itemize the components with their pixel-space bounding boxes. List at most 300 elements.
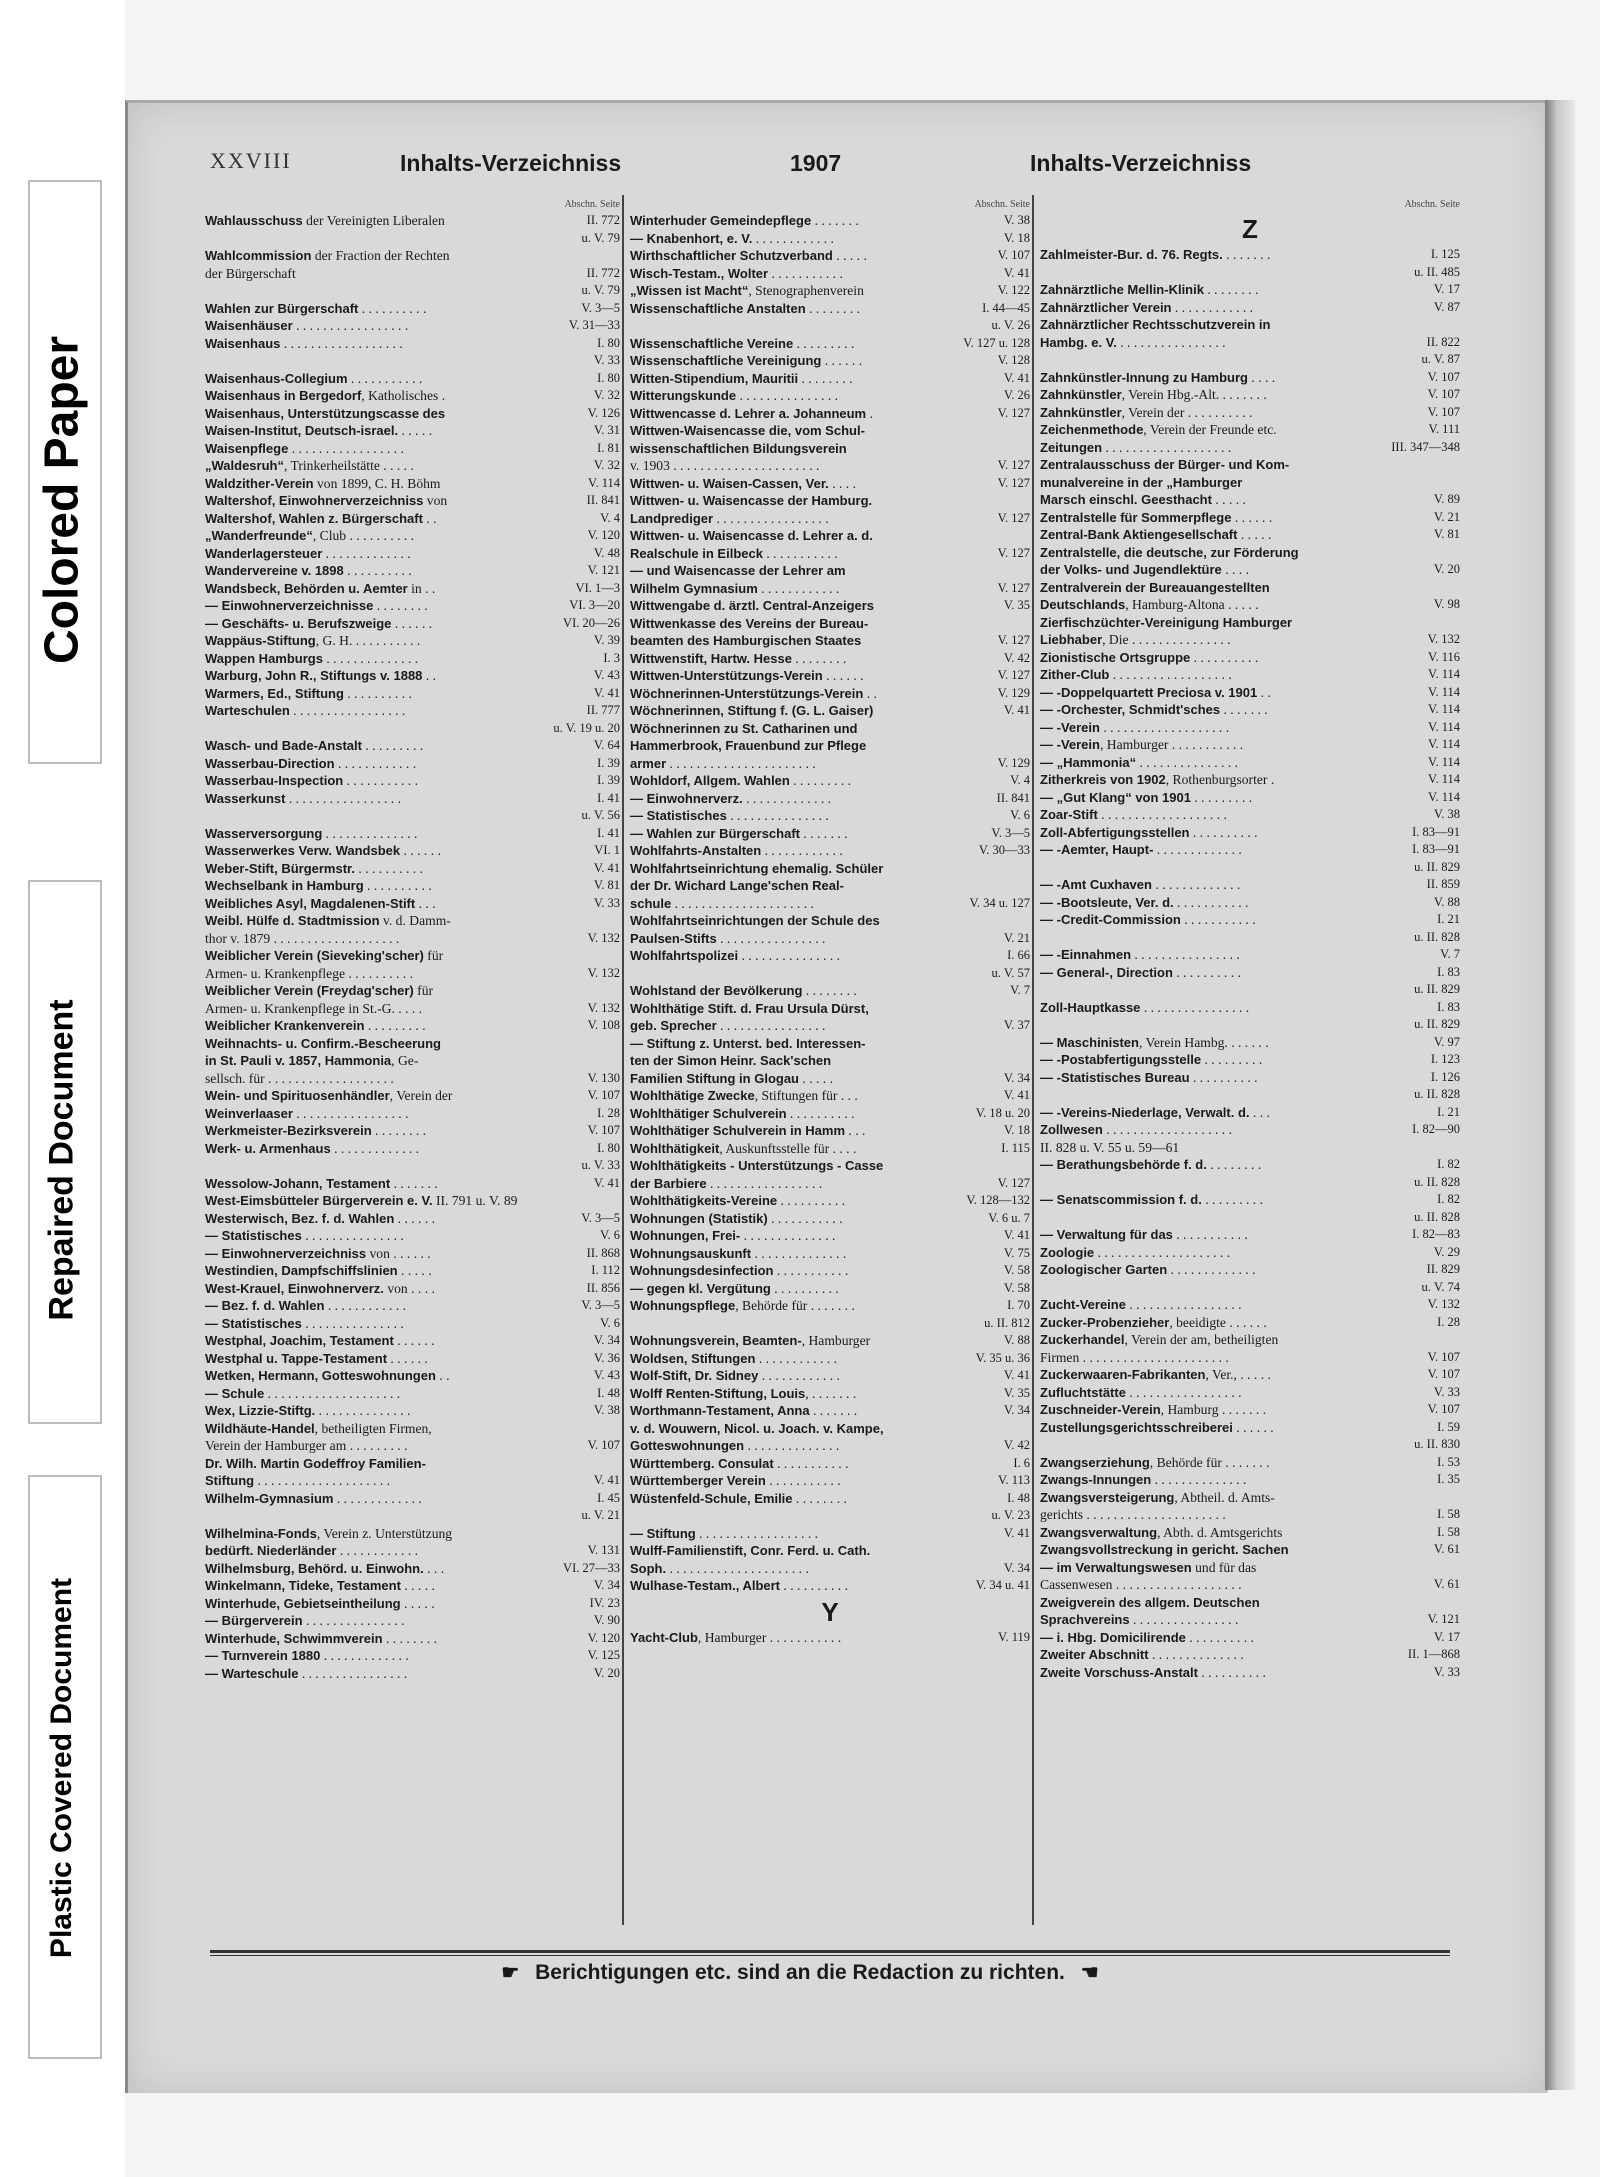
- entry-reference: u. V. 23: [991, 1508, 1030, 1522]
- entry-title: Zentralausschuss der Bürger- und Kom-: [1040, 457, 1290, 472]
- entry-title: Werkmeister-Bezirksverein . . . . . . . .: [205, 1123, 427, 1138]
- entry-reference: V. 41: [593, 685, 620, 700]
- entry-title: Zoologie . . . . . . . . . . . . . . . . . . . .: [1040, 1244, 1231, 1260]
- entry-reference: V. 31—33: [568, 318, 620, 332]
- index-entry: [1040, 474, 1460, 492]
- entry-title: Wohldorf, Allgem. Wahlen . . . . . . . . .: [630, 773, 852, 788]
- entry-title: Wohlthätigkeits - Unterstützungs - Casse: [630, 1158, 884, 1173]
- entry-title: Worthmann-Testament, Anna . . . . . . .: [630, 1403, 858, 1418]
- index-entry: [630, 912, 1030, 930]
- entry-title: Wisch-Testam., Wolter . . . . . . . . . . .: [630, 265, 843, 281]
- index-entry: [630, 685, 1030, 703]
- entry-reference: V. 39: [593, 633, 620, 647]
- entry-title: — und Waisencasse der Lehrer am: [630, 563, 846, 578]
- index-entry: [1040, 1051, 1460, 1069]
- entry-title: Waisenhaus in Bergedorf, Katholisches .: [205, 388, 446, 403]
- entry-title: ten der Simon Heinr. Sack'schen: [630, 1053, 832, 1068]
- entry-reference: V. 114: [1428, 772, 1460, 786]
- entry-reference: V. 89: [1433, 492, 1460, 506]
- index-entry: [205, 1280, 620, 1298]
- index-entry: [630, 457, 1030, 475]
- entry-reference: V. 41: [1003, 1368, 1030, 1382]
- entry-reference: V. 129: [997, 755, 1030, 770]
- entry-title: Wohlthätigkeits-Vereine . . . . . . . . . .: [630, 1193, 846, 1208]
- entry-title: Wissenschaftliche Vereine . . . . . . . . .: [630, 335, 855, 351]
- entry-title: Wulff-Familienstift, Conr. Ferd. u. Cath.: [630, 1543, 871, 1558]
- entry-title: Realschule in Eilbeck . . . . . . . . . . .: [630, 545, 838, 561]
- index-entry: [630, 1542, 1030, 1560]
- entry-title: — Statistisches . . . . . . . . . . . . . . .: [630, 808, 829, 823]
- entry-title: Zahnärztlicher Verein . . . . . . . . . . . .: [1040, 299, 1254, 315]
- entry-reference: V. 127: [997, 475, 1030, 490]
- entry-title: — Warteschule . . . . . . . . . . . . . . . .: [205, 1665, 408, 1681]
- index-entry: [630, 1525, 1030, 1543]
- entry-title: Zentralverein der Bureauangestellten: [1040, 579, 1270, 595]
- entry-reference: V. 20: [593, 1665, 620, 1680]
- index-entry: [1040, 841, 1460, 859]
- index-entry: [630, 1402, 1030, 1420]
- entry-title: Zahnärztlicher Rechtsschutzverein in: [1040, 317, 1271, 332]
- entry-reference: V. 132: [1427, 1297, 1460, 1311]
- entry-title: Wohnungen (Statistik) . . . . . . . . . . .: [630, 1210, 843, 1226]
- entry-title: II. 828 u. V. 55 u. 59—61: [1040, 1139, 1180, 1155]
- index-entry: [630, 947, 1030, 965]
- index-column-1: [205, 198, 620, 1682]
- index-entry: [630, 265, 1030, 283]
- entry-reference: I. 126: [1430, 1069, 1460, 1084]
- index-entry: [630, 1315, 1030, 1333]
- index-entry: [630, 1035, 1030, 1053]
- entry-reference: V. 120: [587, 528, 620, 542]
- entry-reference: V. 26: [1003, 388, 1030, 402]
- index-entry: [630, 1332, 1030, 1350]
- entry-reference: I. 53: [1437, 1454, 1460, 1469]
- index-entry: [205, 1665, 620, 1683]
- index-entry: [630, 282, 1030, 300]
- entry-reference: V. 41: [1003, 1525, 1030, 1540]
- entry-reference: V. 34: [1003, 1070, 1030, 1085]
- entry-title: Gotteswohnungen . . . . . . . . . . . . . .: [630, 1438, 840, 1453]
- index-entry: [630, 650, 1030, 668]
- section-letter: Y: [821, 1596, 839, 1627]
- entry-title: Waisenhäuser . . . . . . . . . . . . . . . . .: [205, 318, 409, 333]
- index-entry: [1040, 561, 1460, 579]
- entry-title: Zollwesen . . . . . . . . . . . . . . . . . . .: [1040, 1122, 1232, 1137]
- entry-title: — -Vereins-Niederlage, Verwalt. d. . . .: [1040, 1104, 1270, 1120]
- index-entry: [205, 212, 620, 230]
- entry-title: Wohnungsauskunft . . . . . . . . . . . . . .: [630, 1245, 847, 1261]
- entry-reference: V. 21: [1433, 509, 1460, 524]
- entry-reference: I. 59: [1437, 1419, 1460, 1434]
- entry-reference: V. 127 u. 128: [963, 335, 1030, 350]
- index-entry: [205, 510, 620, 528]
- index-entry: [630, 1192, 1030, 1210]
- entry-reference: I. 21: [1437, 1104, 1460, 1119]
- entry-title: Waltershof, Wahlen z. Bürgerschaft . .: [205, 510, 437, 526]
- entry-reference: V. 21: [1003, 930, 1030, 945]
- entry-title: Winterhude, Gebietseintheilung . . . . .: [205, 1595, 435, 1611]
- entry-title: — -Verein . . . . . . . . . . . . . . . . . . .: [1040, 719, 1230, 735]
- index-entry: [630, 772, 1030, 790]
- entry-title: Zwangsversteigerung, Abtheil. d. Amts-: [1040, 1489, 1275, 1505]
- entry-reference: VI. 1: [594, 843, 620, 857]
- index-entry: [1040, 719, 1460, 737]
- index-entry: [630, 370, 1030, 388]
- entry-reference: V. 114: [588, 475, 620, 490]
- entry-reference: V. 107: [587, 1088, 620, 1102]
- index-entry: [205, 1402, 620, 1420]
- entry-reference: V. 88: [1433, 894, 1460, 909]
- index-entry: [630, 1455, 1030, 1473]
- index-entry: [205, 772, 620, 790]
- index-entry: [1040, 964, 1460, 982]
- entry-title: Wittwen- u. Waisen-Cassen, Ver. . . . .: [630, 475, 856, 491]
- entry-reference: II. 1—868: [1407, 1647, 1460, 1661]
- entry-title: Zahnkünstler, Verein Hbg.-Alt. . . . . . . .: [1040, 387, 1267, 402]
- entry-title: Zeichenmethode, Verein der Freunde etc.: [1040, 422, 1277, 437]
- entry-reference: V. 129: [997, 685, 1030, 700]
- index-entry: [1040, 1454, 1460, 1472]
- entry-title: — Wahlen zur Bürgerschaft . . . . . . .: [630, 825, 848, 841]
- entry-reference: u. V. 74: [1421, 1279, 1460, 1294]
- entry-reference: u. V. 26: [991, 318, 1030, 332]
- entry-reference: V. 107: [587, 1438, 620, 1452]
- index-entry: [630, 1157, 1030, 1175]
- entry-reference: u. II. 830: [1414, 1437, 1460, 1451]
- entry-reference: V. 20: [1433, 562, 1460, 576]
- entry-reference: V. 34: [1003, 1560, 1030, 1575]
- entry-title: Wein- und Spirituosenhändler, Verein der: [205, 1088, 453, 1103]
- entry-reference: V. 34 u. 41: [975, 1578, 1030, 1592]
- index-entry: [1040, 876, 1460, 894]
- index-entry: [1040, 1174, 1460, 1192]
- entry-title: Wasch- und Bade-Anstalt . . . . . . . . .: [205, 738, 424, 753]
- entry-title: Deutschlands, Hamburg-Altona . . . . .: [1040, 597, 1259, 612]
- index-entry: [630, 860, 1030, 878]
- index-entry: [205, 440, 620, 458]
- index-entry: [1040, 1384, 1460, 1402]
- index-entry: [205, 230, 620, 248]
- index-entry: [205, 650, 620, 668]
- entry-title: Landprediger . . . . . . . . . . . . . . . . .: [630, 510, 829, 526]
- index-entry: [630, 562, 1030, 580]
- entry-title: — -Einnahmen . . . . . . . . . . . . . . . .: [1040, 947, 1240, 962]
- index-entry: [205, 1245, 620, 1263]
- entry-reference: I. 58: [1437, 1524, 1460, 1539]
- entry-title: Witten-Stipendium, Mauritii . . . . . . . .: [630, 370, 853, 386]
- index-entry: [1040, 1664, 1460, 1682]
- entry-reference: VI. 20—26: [563, 615, 620, 630]
- entry-title: Zweiter Abschnitt . . . . . . . . . . . . . .: [1040, 1647, 1244, 1662]
- index-entry: [1040, 754, 1460, 772]
- index-entry: [205, 300, 620, 318]
- index-column-2: [630, 198, 1030, 1646]
- index-entry: [205, 335, 620, 353]
- entry-title: Warmers, Ed., Stiftung . . . . . . . . . .: [205, 685, 412, 701]
- index-entry: [630, 1017, 1030, 1035]
- entry-title: Zahnkünstler, Verein der . . . . . . . . . .: [1040, 404, 1253, 420]
- index-entry: [1040, 596, 1460, 614]
- entry-reference: V. 107: [1427, 1349, 1460, 1364]
- index-entry: [1040, 1349, 1460, 1367]
- entry-title: der Dr. Wichard Lange'schen Real-: [630, 878, 844, 893]
- entry-reference: V. 114: [1428, 719, 1460, 734]
- index-entry: [1040, 1156, 1460, 1174]
- entry-reference: V. 107: [1427, 404, 1460, 419]
- entry-reference: V. 64: [593, 738, 620, 752]
- entry-title: Zwangserziehung, Behörde für . . . . . . .: [1040, 1454, 1270, 1470]
- entry-reference: u. V. 33: [581, 1158, 620, 1172]
- entry-reference: V. 4: [1010, 773, 1030, 787]
- index-entry: [630, 667, 1030, 685]
- entry-reference: u. II. 829: [1414, 1017, 1460, 1031]
- entry-title: Dr. Wilh. Martin Godeffroy Familien-: [205, 1455, 426, 1471]
- index-entry: [205, 1350, 620, 1368]
- index-entry: [1040, 911, 1460, 929]
- entry-title: Zoologischer Garten . . . . . . . . . . . . .: [1040, 1262, 1256, 1277]
- entry-reference: V. 81: [1433, 527, 1460, 541]
- index-entry: [630, 1297, 1030, 1315]
- index-entry: [1040, 1034, 1460, 1052]
- index-entry: [205, 615, 620, 633]
- index-entry: [1040, 1489, 1460, 1507]
- column-divider: [1032, 195, 1034, 1925]
- entry-title: Werk- u. Armenhaus . . . . . . . . . . . . .: [205, 1140, 420, 1156]
- entry-reference: I. 83: [1437, 964, 1460, 979]
- entry-reference: V. 90: [593, 1613, 620, 1627]
- index-entry: [630, 440, 1030, 458]
- entry-reference: III. 347—348: [1391, 439, 1460, 454]
- entry-reference: I. 39: [597, 755, 620, 770]
- entry-reference: V. 42: [1003, 1438, 1030, 1452]
- index-entry: [630, 1629, 1030, 1647]
- entry-reference: V. 43: [593, 668, 620, 682]
- index-entry: [630, 842, 1030, 860]
- footer-note: [0, 1960, 1600, 1985]
- entry-title: Wittwengabe d. ärztl. Central-Anzeigers: [630, 598, 875, 613]
- entry-reference: V. 32: [593, 388, 620, 402]
- entry-reference: V. 42: [1003, 650, 1030, 665]
- entry-title: Wasserkunst . . . . . . . . . . . . . . . . .: [205, 790, 401, 806]
- entry-title: Zuschneider-Verein, Hamburg . . . . . . .: [1040, 1402, 1267, 1417]
- index-entry: [630, 492, 1030, 510]
- entry-reference: I. 28: [1437, 1314, 1460, 1329]
- entry-title: Wilhelmsburg, Behörd. u. Einwohn. . . .: [205, 1560, 445, 1576]
- entry-reference: u. II. 812: [984, 1315, 1030, 1330]
- entry-title: Wittwencasse d. Lehrer a. Johanneum .: [630, 405, 873, 421]
- entry-reference: V. 18: [1003, 1123, 1030, 1137]
- entry-reference: V. 33: [1433, 1664, 1460, 1679]
- index-entry: [630, 807, 1030, 825]
- index-entry: [630, 1140, 1030, 1158]
- entry-reference: V. 121: [1427, 1612, 1460, 1626]
- entry-title: Zeitungen . . . . . . . . . . . . . . . . . . .: [1040, 439, 1232, 455]
- entry-reference: V. 120: [587, 1630, 620, 1645]
- index-entry: [205, 842, 620, 860]
- index-entry: [205, 1472, 620, 1490]
- entry-reference: V. 107: [997, 248, 1030, 262]
- entry-title: Weiblicher Verein (Sieveking'scher) für: [205, 948, 444, 963]
- index-entry: [205, 1542, 620, 1560]
- index-entry: [1040, 299, 1460, 317]
- entry-reference: I. 83—91: [1412, 824, 1460, 839]
- entry-title: Wahlen zur Bürgerschaft . . . . . . . . . .: [205, 300, 427, 316]
- entry-reference: I. 41: [597, 825, 620, 840]
- entry-title: der Bürgerschaft: [205, 265, 296, 281]
- entry-reference: V. 34: [593, 1578, 620, 1592]
- index-entry: [205, 1157, 620, 1175]
- entry-title: Wohlfahrtspolizei . . . . . . . . . . . . . . .: [630, 948, 841, 963]
- index-entry: [205, 632, 620, 650]
- entry-reference: V. 37: [1003, 1018, 1030, 1032]
- entry-title: Wildhäute-Handel, betheiligten Firmen,: [205, 1420, 432, 1436]
- entry-title: Zither-Club . . . . . . . . . . . . . . . . . .: [1040, 667, 1232, 682]
- entry-title: Zitherkreis von 1902, Rothenburgsorter .: [1040, 772, 1275, 787]
- entry-reference: V. 3—5: [581, 300, 620, 315]
- entry-reference: V. 128—132: [966, 1193, 1030, 1207]
- index-entry: [630, 1437, 1030, 1455]
- entry-reference: V. 35: [1003, 598, 1030, 612]
- entry-reference: V. 38: [1433, 807, 1460, 821]
- entry-title: Wanderlagersteuer . . . . . . . . . . . . .: [205, 545, 411, 561]
- index-entry: [630, 212, 1030, 230]
- entry-reference: V. 81: [593, 878, 620, 892]
- entry-title: Wissenschaftliche Vereinigung . . . . . .: [630, 353, 863, 368]
- entry-title: „Wanderfreunde“, Club . . . . . . . . . .: [205, 528, 415, 543]
- index-entry: [205, 1595, 620, 1613]
- index-entry: [630, 317, 1030, 335]
- index-entry: [1040, 1559, 1460, 1577]
- entry-title: Wüstenfeld-Schule, Emilie . . . . . . . .: [630, 1490, 847, 1506]
- entry-title: geb. Sprecher . . . . . . . . . . . . . . . .: [630, 1018, 826, 1033]
- index-entry: [1040, 1016, 1460, 1034]
- index-entry: [630, 1577, 1030, 1595]
- entry-title: — Maschinisten, Verein Hambg. . . . . . .: [1040, 1034, 1269, 1050]
- entry-title: West-Krauel, Einwohnerverz. von . . . .: [205, 1280, 435, 1296]
- index-entry: [205, 667, 620, 685]
- footer-rule: [210, 1950, 1450, 1953]
- index-entry: [630, 1350, 1030, 1368]
- index-entry: [205, 387, 620, 405]
- index-entry: [1040, 404, 1460, 422]
- entry-title: Zwangs-Innungen . . . . . . . . . . . . . .: [1040, 1472, 1247, 1487]
- index-entry: [1040, 736, 1460, 754]
- entry-reference: V. 128: [997, 353, 1030, 367]
- index-entry: [205, 860, 620, 878]
- index-entry: [205, 1437, 620, 1455]
- entry-title: Wohlstand der Bevölkerung . . . . . . . .: [630, 983, 857, 998]
- entry-reference: II. 822: [1426, 334, 1460, 349]
- index-entry: [1040, 1244, 1460, 1262]
- index-entry: [630, 1000, 1030, 1018]
- index-entry: [205, 1332, 620, 1350]
- entry-title: Zentralstelle, die deutsche, zur Förderung: [1040, 544, 1299, 560]
- entry-reference: V. 3—5: [581, 1210, 620, 1225]
- entry-title: Warburg, John R., Stiftungs v. 1888 . .: [205, 668, 437, 683]
- index-entry: [630, 335, 1030, 353]
- entry-title: Zahnärztliche Mellin-Klinik . . . . . . . .: [1040, 282, 1259, 297]
- index-entry: [205, 1315, 620, 1333]
- entry-reference: V. 34: [593, 1333, 620, 1347]
- entry-title: — Senatscommission f. d. . . . . . . . . .: [1040, 1192, 1263, 1207]
- index-entry: [205, 1087, 620, 1105]
- index-entry: [630, 1245, 1030, 1263]
- entry-title: Wittwenkasse des Vereins der Bureau-: [630, 615, 869, 631]
- entry-reference: V. 17: [1433, 282, 1460, 296]
- entry-reference: V. 30—33: [978, 843, 1030, 857]
- index-entry: [205, 1525, 620, 1543]
- entry-reference: V. 6 u. 7: [988, 1210, 1030, 1225]
- index-entry: [205, 685, 620, 703]
- entry-reference: V. 61: [1433, 1542, 1460, 1556]
- year-heading: 1907: [790, 150, 842, 176]
- index-column-3: [1040, 198, 1460, 1681]
- entry-title: gerichts . . . . . . . . . . . . . . . . . . . . .: [1040, 1507, 1226, 1522]
- entry-title: Wasserversorgung . . . . . . . . . . . . . .: [205, 825, 418, 841]
- entry-reference: V. 31: [593, 423, 620, 437]
- index-entry: [1040, 824, 1460, 842]
- entry-title: — i. Hbg. Domicilirende . . . . . . . . . .: [1040, 1629, 1254, 1645]
- entry-reference: u. V. 21: [581, 1508, 620, 1522]
- entry-title: Zierfischzüchter-Vereinigung Hamburger: [1040, 614, 1293, 630]
- entry-title: Zahlmeister-Bur. d. 76. Regts. . . . . . . .: [1040, 247, 1271, 262]
- entry-reference: I. 58: [1437, 1507, 1460, 1521]
- entry-title: Weber-Stift, Bürgermstr. . . . . . . . . . .: [205, 860, 423, 876]
- entry-title: Armen- u. Krankenpflege in St.-G. . . . .: [205, 1000, 423, 1016]
- entry-title: Liebhaber, Die . . . . . . . . . . . . . . .: [1040, 632, 1231, 647]
- entry-reference: V. 58: [1003, 1280, 1030, 1295]
- entry-title: Wittwen- u. Waisencasse d. Lehrer a. d.: [630, 528, 873, 543]
- sidebar: [0, 0, 125, 2177]
- entry-reference: I. 39: [597, 773, 620, 787]
- index-entry: [1040, 421, 1460, 439]
- index-entry: [1040, 1261, 1460, 1279]
- entry-title: Waldzither-Verein von 1899, C. H. Böhm: [205, 475, 441, 491]
- entry-reference: u. II. 829: [1414, 859, 1460, 874]
- entry-title: Wappen Hamburgs . . . . . . . . . . . . . .: [205, 650, 419, 666]
- entry-title: Wilhelm Gymnasium . . . . . . . . . . . .: [630, 580, 840, 596]
- entry-reference: V. 41: [593, 860, 620, 875]
- entry-title: Zwangsvollstreckung in gericht. Sachen: [1040, 1542, 1289, 1557]
- entry-title: Wöchnerinnen, Stiftung f. (G. L. Gaiser): [630, 703, 874, 718]
- entry-title: — Verwaltung für das . . . . . . . . . . .: [1040, 1227, 1248, 1242]
- entry-title: — -Verein, Hamburger . . . . . . . . . . .: [1040, 737, 1244, 752]
- entry-title: — Bez. f. d. Wahlen . . . . . . . . . . . .: [205, 1298, 406, 1313]
- entry-title: Wohlthätiger Schulverein . . . . . . . . . .: [630, 1105, 855, 1121]
- entry-reference: I. 3: [603, 650, 620, 665]
- index-entry: [205, 1122, 620, 1140]
- index-entry: [1040, 1069, 1460, 1087]
- index-entry: [1040, 684, 1460, 702]
- entry-reference: V. 125: [587, 1648, 620, 1662]
- entry-title: Marsch einschl. Geesthacht . . . . .: [1040, 492, 1246, 507]
- entry-title: wissenschaftlichen Bildungsverein: [630, 440, 847, 456]
- index-entry: [1040, 1436, 1460, 1454]
- entry-title: Weinverlaaser . . . . . . . . . . . . . . . . .: [205, 1105, 409, 1121]
- entry-reference: I. 45: [597, 1490, 620, 1505]
- entry-title: Zustellungsgerichtsschreiberei . . . . . .: [1040, 1419, 1274, 1435]
- entry-reference: V. 3—5: [581, 1298, 620, 1312]
- index-entry: [1040, 1366, 1460, 1384]
- index-entry: [205, 405, 620, 423]
- index-entry: [630, 895, 1030, 913]
- page-number: XXVIII: [210, 148, 292, 173]
- index-entry: [205, 982, 620, 1000]
- entry-reference: II. 772: [586, 265, 620, 280]
- entry-title: Wohlthätige Zwecke, Stiftungen für . . .: [630, 1088, 858, 1103]
- entry-reference: I. 83: [1437, 999, 1460, 1014]
- index-entry: [205, 282, 620, 300]
